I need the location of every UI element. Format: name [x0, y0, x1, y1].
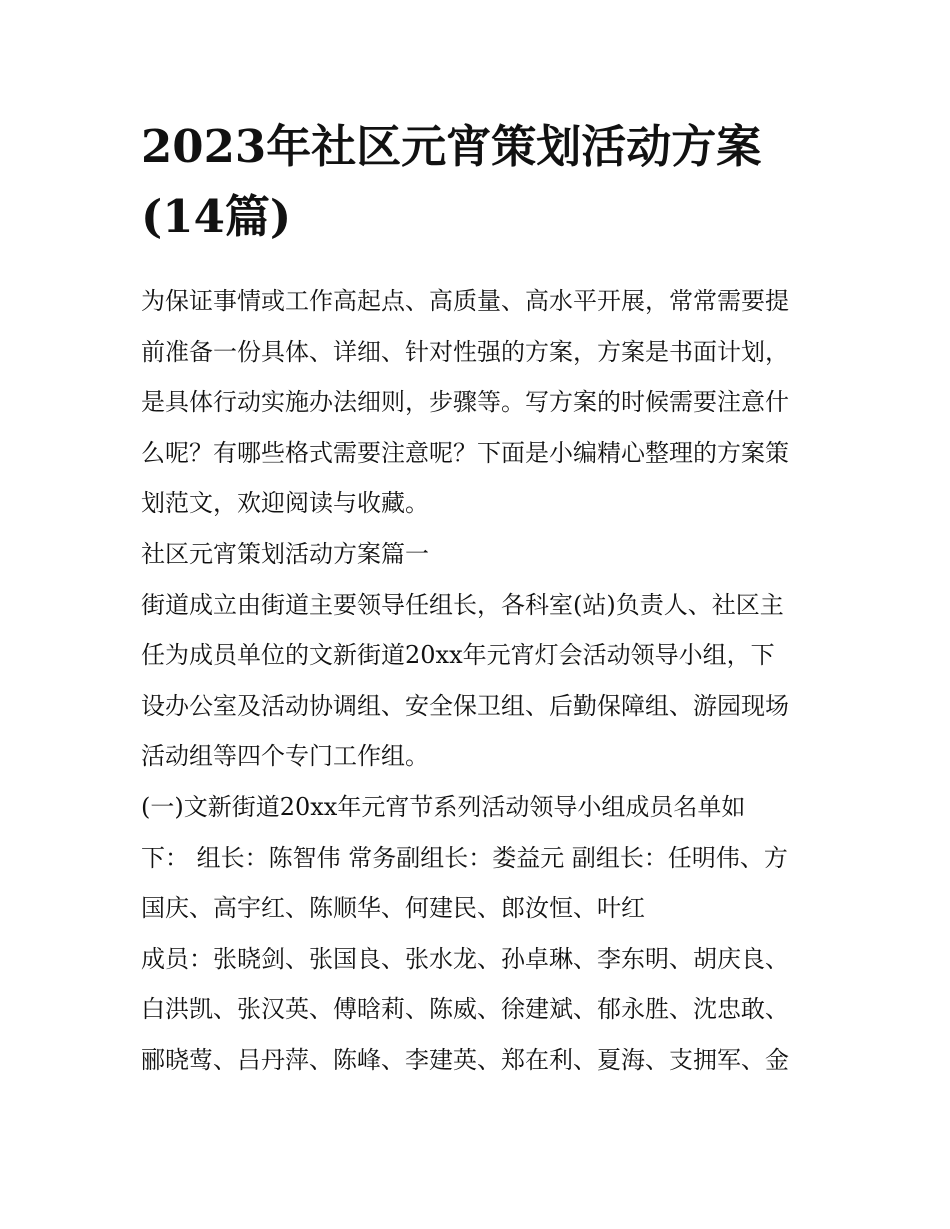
section-heading: 社区元宵策划活动方案篇一	[141, 539, 429, 568]
text-line: 白洪凯、张汉英、傅晗莉、陈威、徐建斌、郁永胜、沈忠敢、	[141, 995, 789, 1024]
text-line: (一)文新街道20xx年元宵节系列活动领导小组成员名单如	[141, 792, 746, 821]
title-line: 2023年社区元宵策划活动方案	[141, 120, 762, 173]
text-line: 是具体行动实施办法细则，步骤等。写方案的时候需要注意什	[141, 388, 789, 417]
text-line: 么呢？有哪些格式需要注意呢？下面是小编精心整理的方案策	[141, 438, 789, 467]
text-line: 划范文，欢迎阅读与收藏。	[141, 489, 429, 518]
text-line: 国庆、高宇红、陈顺华、何建民、郎汝恒、叶红	[141, 894, 645, 923]
text-line: 郦晓莺、吕丹萍、陈峰、李建英、郑在利、夏海、支拥军、金	[141, 1045, 789, 1074]
text-line: 设办公室及活动协调组、安全保卫组、后勤保障组、游园现场	[141, 691, 789, 720]
document-title	[141, 112, 813, 252]
text-line: 下： 组长：陈智伟 常务副组长：娄益元 副组长：任明伟、方	[141, 843, 788, 872]
text-line: 任为成员单位的文新街道20xx年元宵灯会活动领导小组，下	[141, 641, 775, 670]
text-line: 前准备一份具体、详细、针对性强的方案，方案是书面计划，	[141, 337, 789, 366]
text-line: 成员：张晓剑、张国良、张水龙、孙卓琳、李东明、胡庆良、	[141, 944, 789, 973]
text-line: 活动组等四个专门工作组。	[141, 742, 429, 771]
document-body	[141, 276, 813, 1086]
text-line: 街道成立由街道主要领导任组长，各科室(站)负责人、社区主	[141, 590, 784, 619]
title-line: (14篇)	[141, 190, 292, 243]
text-line: 为保证事情或工作高起点、高质量、高水平开展，常常需要提	[141, 287, 789, 315]
